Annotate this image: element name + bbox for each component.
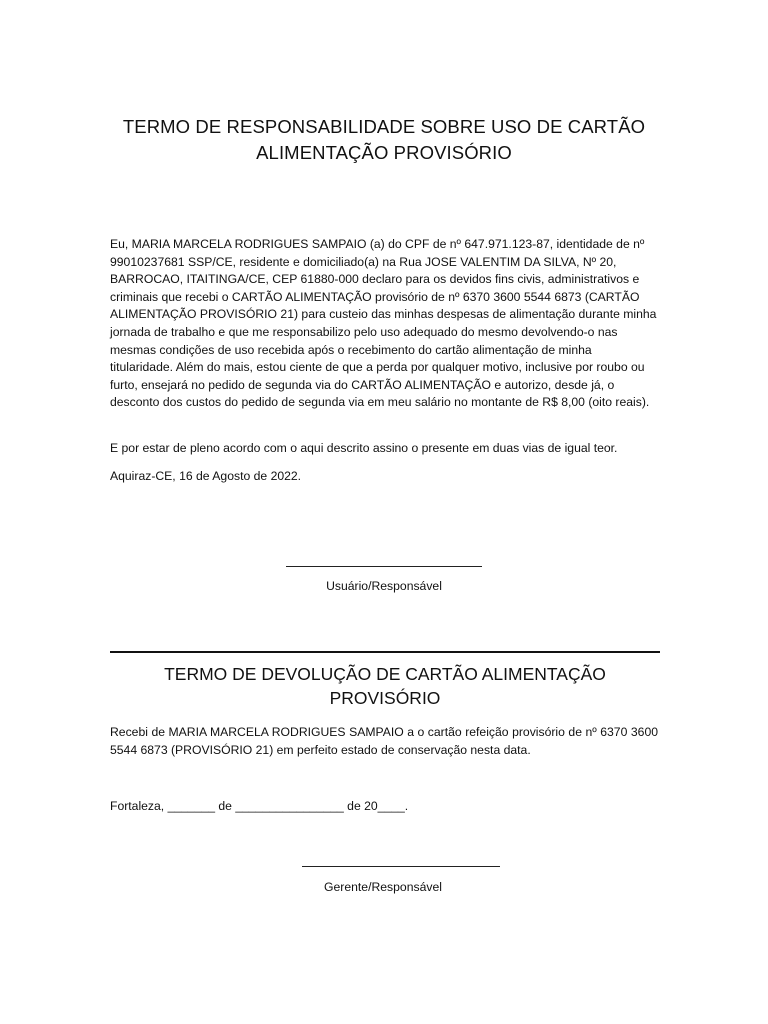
place-date: Aquiraz-CE, 16 de Agosto de 2022. — [110, 469, 302, 483]
user-signature-line — [286, 566, 482, 567]
user-signature-label: Usuário/Responsável — [326, 579, 442, 593]
section-divider — [110, 651, 660, 653]
return-date-line: Fortaleza, _______ de ________________ de 20____. — [110, 799, 409, 813]
title-line-2: ALIMENTAÇÃO PROVISÓRIO — [256, 142, 512, 163]
responsibility-term-title — [110, 114, 658, 166]
manager-signature-label: Gerente/Responsável — [324, 880, 442, 894]
title-line-1: TERMO DE RESPONSABILIDADE SOBRE USO DE CARTÃO — [122, 116, 646, 137]
return-term-title: TERMO DE DEVOLUÇÃO DE CARTÃO ALIMENTAÇÃO PROVISÓRIO — [164, 664, 606, 708]
manager-signature-line — [302, 866, 500, 867]
return-receipt-paragraph: Recebi de MARIA MARCELA RODRIGUES SAMPAIO a o cartão refeição provisório de nº 6370 3600 5544 6873 (PROVISÓRIO 21) em perfeito estado de conservação nesta data. — [110, 725, 658, 757]
agreement-paragraph: E por estar de pleno acordo com o aqui descrito assino o presente em duas vias de igual teor. — [110, 441, 618, 455]
responsibility-declaration-paragraph: Eu, MARIA MARCELA RODRIGUES SAMPAIO (a) do CPF de nº 647.971.123-87, identidade de nº 99010237681 SSP/CE, residente e domiciliado(a) na Rua JOSE VALENTIM DA SILVA, Nº 20, BARROCAO, ITAITINGA/CE, CEP 61880-000 declaro para os devidos fins civis, administrativos e criminais que recebi o CARTÃO ALIMENTAÇÃO provisório de nº 6370 3600 5544 6873 (CARTÃO ALIMENTAÇÃO PROVISÓRIO 21) para custeio das minhas despesas de alimentação durante minha jornada de trabalho e que me responsabilizo pelo uso adequado do mesmo devolvendo-o nas mesmas condições de uso recebida após o recebimento do cartão alimentação de minha titularidade. Além do mais, estou ciente de que a perda por qualquer motivo, inclusive por roubo ou furto, ensejará no pedido de segunda via do CARTÃO ALIMENTAÇÃO e autorizo, desde já, o desconto dos custos do pedido de segunda via em meu salário no montante de R$ 8,00 (oito reais). — [110, 237, 657, 410]
